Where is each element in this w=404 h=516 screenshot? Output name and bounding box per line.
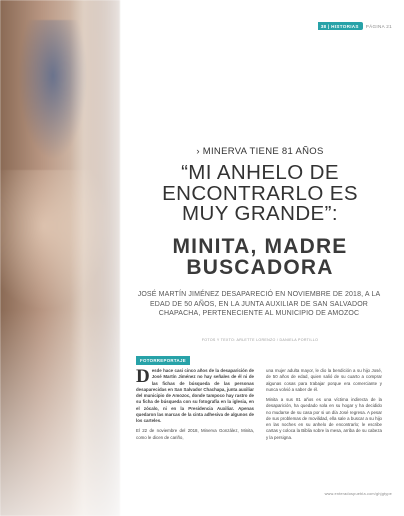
lead-paragraph: esde hace casi cinco años de la desaparición de José Martín Jiménez no hay señales de él ni de las fichas de búsqueda de las personas desaparecidas en San Salvador Chachapa, junta auxiliar del municipio de Amozoc, donde tampoco hay rastro de su ficha de búsqueda con su fotografía en la iglesia, en el zócalo, ni en la Presidencia Auxiliar. Apenas quedaron las marcas de la cinta adhesiva de algunos de los carteles. <box>136 368 254 423</box>
paragraph: El 22 de noviembre del 2018, Minerva González, Minita, como le dicen de cariño, <box>136 428 254 440</box>
article-quote-title: “MI ANHELO DE ENCONTRARLO ES MUY GRANDE”: <box>162 161 358 225</box>
article-column-1 <box>136 368 254 445</box>
article-column-2 <box>266 368 382 445</box>
article-deck: JOSÉ MARTÍN JIMÉNEZ DESAPARECIÓ EN NOVIEMBRE DE 2018, A LA EDAD DE 50 AÑOS, EN LA JUNTA AUXILIAR DE SAN SALVADOR CHAPACHA, PERTENECIENTE AL MUNICIPIO DE AMOZOC <box>137 291 381 318</box>
photo-fade <box>70 0 130 516</box>
paragraph: una mujer adulta mayor, le dio la bendición a su hijo José, de 50 años de edad, quien salió de su cuarto a comprar algunas cosas para trabajar porque era comerciante y nunca volvió a saber de él. <box>266 368 382 392</box>
article-kicker: › MINERVA TIENE 81 AÑOS <box>196 146 324 157</box>
paragraph: Minita a sus 81 años es una víctima indirecta de la desaparición, ha quedado sola en su hogar y ha decidido no mudarse de su casa por si un día José regresa. A pesar de sus problemas de movilidad, ella sale a buscar a su hijo en las noches en su anhelo de encontrarlo; le escribe cartas y coloca la Biblia sobre la mesa, arriba de su cabeza y la persigna. <box>266 397 382 440</box>
category-tag: FOTORREPORTAJE <box>136 356 190 365</box>
section-header <box>318 22 392 30</box>
subsection-name: PÁGINA 21 <box>365 23 392 29</box>
footer-url: www.enteradospuebla.com/ghjgtype <box>324 492 392 496</box>
page-number: 38 <box>320 23 327 29</box>
section-pill: 38 | HISTORIAS <box>318 22 363 30</box>
article-credits: FOTOS Y TEXTO: ARLETTE LORENZO / DANIELA PORTILLO <box>201 338 319 342</box>
drop-cap: D <box>136 366 150 387</box>
article-bold-title: MINITA, MADRE BUSCADORA <box>172 235 348 279</box>
section-name: HISTORIAS <box>331 23 359 29</box>
